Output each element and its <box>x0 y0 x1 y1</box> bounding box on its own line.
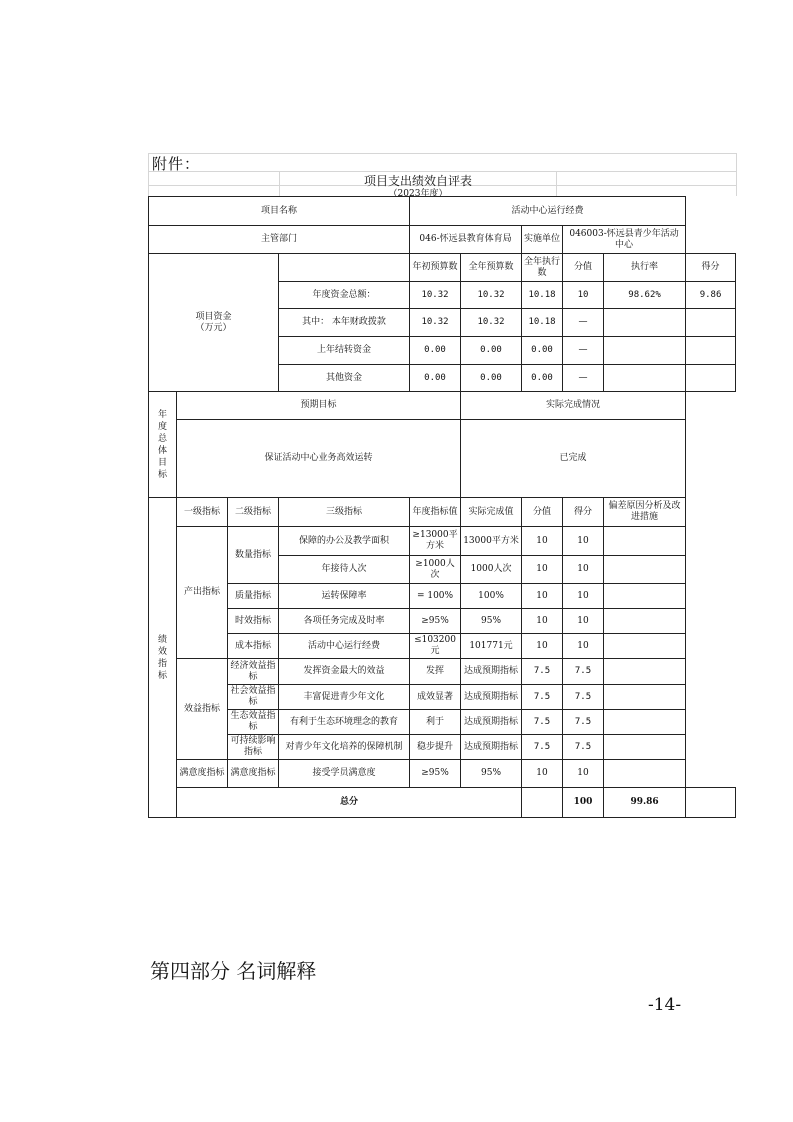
funds-header: 全年预算数 <box>461 254 522 282</box>
indicator-score: 10 <box>563 556 604 584</box>
indicator-target: 利于 <box>410 710 461 735</box>
funds-row-label: 其中： 本年财政拨款 <box>279 309 410 337</box>
level1-satisfaction: 满意度指标 <box>177 760 228 788</box>
funds-score-value: 10 <box>563 282 604 309</box>
indicator-header: 得分 <box>563 498 604 527</box>
indicator-target: ≥1000人次 <box>410 556 461 584</box>
funds-annual: 10.32 <box>461 282 522 309</box>
indicator-note <box>604 710 686 735</box>
level2-ecological: 生态效益指标 <box>228 710 279 735</box>
project-name-value: 活动中心运行经费 <box>410 197 686 226</box>
funds-header: 全年执行数 <box>522 254 563 282</box>
level2-timeliness: 时效指标 <box>228 609 279 634</box>
indicator-actual: 达成预期指标 <box>461 735 522 760</box>
funds-header: 分值 <box>563 254 604 282</box>
total-label: 总分 <box>177 788 522 818</box>
indicator-score-value: 10 <box>522 760 563 788</box>
funds-score <box>686 337 736 365</box>
goals-actual-value: 已完成 <box>461 420 686 498</box>
indicator-actual: 13000平方米 <box>461 527 522 556</box>
funds-row-label: 其他资金 <box>279 365 410 392</box>
indicator-name: 保障的办公及教学面积 <box>279 527 410 556</box>
indicator-score-value: 10 <box>522 584 563 609</box>
indicator-target: 稳步提升 <box>410 735 461 760</box>
table-year: （2023年度） <box>388 189 448 199</box>
indicator-actual: 1000人次 <box>461 556 522 584</box>
indicator-row <box>149 527 736 556</box>
indicator-name: 接受学员满意度 <box>279 760 410 788</box>
indicator-actual: 95% <box>461 609 522 634</box>
funds-annual: 0.00 <box>461 337 522 365</box>
attachment-label: 附件： <box>152 155 201 173</box>
funds-rate <box>604 309 686 337</box>
indicator-note <box>604 584 686 609</box>
total-note <box>686 788 736 818</box>
indicator-score: 10 <box>563 527 604 556</box>
indicator-header: 一级指标 <box>177 498 228 527</box>
total-score-value: 100 <box>563 788 604 818</box>
indicator-name: 年接待人次 <box>279 556 410 584</box>
indicator-name: 各项任务完成及时率 <box>279 609 410 634</box>
indicator-score: 10 <box>563 609 604 634</box>
indicator-target: ≤103200元 <box>410 634 461 659</box>
funds-executed: 10.18 <box>522 309 563 337</box>
funds-annual: 0.00 <box>461 365 522 392</box>
indicator-score-value: 10 <box>522 556 563 584</box>
funds-rate: 98.62% <box>604 282 686 309</box>
funds-rate <box>604 337 686 365</box>
total-score: 99.86 <box>604 788 686 818</box>
indicator-header: 实际完成值 <box>461 498 522 527</box>
level2-cost: 成本指标 <box>228 634 279 659</box>
indicator-row <box>149 634 736 659</box>
funds-score: 9.86 <box>686 282 736 309</box>
total-blank <box>522 788 563 818</box>
total-row <box>149 788 736 818</box>
indicator-score-value: 7.5 <box>522 735 563 760</box>
indicator-header: 偏差原因分析及改进措施 <box>604 498 686 527</box>
goals-actual-header: 实际完成情况 <box>461 392 686 420</box>
indicator-score: 7.5 <box>563 710 604 735</box>
funds-header: 得分 <box>686 254 736 282</box>
indicator-target: ≥95% <box>410 609 461 634</box>
goals-expected-value: 保证活动中心业务高效运转 <box>177 420 461 498</box>
indicator-row <box>149 760 736 788</box>
funds-annual: 10.32 <box>461 309 522 337</box>
impl-label: 实施单位 <box>522 226 563 254</box>
indicator-note <box>604 527 686 556</box>
indicator-note <box>604 735 686 760</box>
funds-score-value: — <box>563 365 604 392</box>
indicator-target: ≥13000平方米 <box>410 527 461 556</box>
indicator-target: = 100% <box>410 584 461 609</box>
indicator-score: 7.5 <box>563 735 604 760</box>
level1-output: 产出指标 <box>177 527 228 659</box>
indicator-name: 运转保障率 <box>279 584 410 609</box>
indicator-target: 发挥 <box>410 659 461 685</box>
indicator-note <box>604 634 686 659</box>
funds-executed: 0.00 <box>522 365 563 392</box>
funds-header: 执行率 <box>604 254 686 282</box>
indicator-header: 年度指标值 <box>410 498 461 527</box>
indicator-actual: 95% <box>461 760 522 788</box>
funds-score <box>686 365 736 392</box>
goals-expected-header: 预期目标 <box>177 392 461 420</box>
indicator-actual: 100% <box>461 584 522 609</box>
funds-executed: 10.18 <box>522 282 563 309</box>
indicator-score-value: 10 <box>522 609 563 634</box>
indicator-actual: 达成预期指标 <box>461 685 522 710</box>
indicators-header-row <box>149 498 736 527</box>
indicator-actual: 达成预期指标 <box>461 659 522 685</box>
indicator-note <box>604 556 686 584</box>
indicator-score-value: 10 <box>522 634 563 659</box>
indicators-label: 绩效指标 <box>149 498 177 818</box>
funds-row-label: 年度资金总额： <box>279 282 410 309</box>
indicator-actual: 101771元 <box>461 634 522 659</box>
indicator-name: 活动中心运行经费 <box>279 634 410 659</box>
header-divider <box>556 171 557 196</box>
funds-score-value: — <box>563 337 604 365</box>
funds-header-row <box>149 254 736 282</box>
project-name-label: 项目名称 <box>149 197 410 226</box>
funds-row-label: 上年结转资金 <box>279 337 410 365</box>
goals-label: 年度总体目标 <box>149 392 177 498</box>
funds-initial: 0.00 <box>410 365 461 392</box>
indicator-header: 三级指标 <box>279 498 410 527</box>
funds-header: 年初预算数 <box>410 254 461 282</box>
level2-satisfaction: 满意度指标 <box>228 760 279 788</box>
dept-row <box>149 226 736 254</box>
dept-value: 046-怀远县教育体育局 <box>410 226 522 254</box>
section-heading: 第四部分 名词解释 <box>150 959 317 983</box>
project-name-row <box>149 197 736 226</box>
indicator-name: 发挥资金最大的效益 <box>279 659 410 685</box>
performance-evaluation-table <box>148 196 736 818</box>
funds-header-blank <box>279 254 410 282</box>
indicator-note <box>604 685 686 710</box>
indicator-name: 丰富促进青少年文化 <box>279 685 410 710</box>
indicator-score-value: 7.5 <box>522 685 563 710</box>
indicator-header: 分值 <box>522 498 563 527</box>
indicator-note <box>604 609 686 634</box>
level2-social: 社会效益指标 <box>228 685 279 710</box>
indicator-score-value: 10 <box>522 527 563 556</box>
level2-sustainable: 可持续影响指标 <box>228 735 279 760</box>
indicator-target: ≥95% <box>410 760 461 788</box>
indicator-score: 7.5 <box>563 685 604 710</box>
indicator-row <box>149 659 736 685</box>
level2-economic: 经济效益指标 <box>228 659 279 685</box>
funds-score <box>686 309 736 337</box>
indicator-row <box>149 685 736 710</box>
indicator-score: 10 <box>563 634 604 659</box>
indicator-score: 7.5 <box>563 659 604 685</box>
funds-executed: 0.00 <box>522 337 563 365</box>
indicator-row <box>149 735 736 760</box>
indicator-name: 有利于生态环境理念的教育 <box>279 710 410 735</box>
dept-label: 主管部门 <box>149 226 410 254</box>
indicator-target: 成效显著 <box>410 685 461 710</box>
goals-header-row <box>149 392 736 420</box>
indicator-row <box>149 609 736 634</box>
indicator-note <box>604 659 686 685</box>
goals-value-row <box>149 420 736 498</box>
impl-value: 046003-怀远县青少年活动中心 <box>563 226 686 254</box>
indicator-actual: 达成预期指标 <box>461 710 522 735</box>
indicator-score: 10 <box>563 584 604 609</box>
indicator-header: 二级指标 <box>228 498 279 527</box>
level2-quality: 质量指标 <box>228 584 279 609</box>
funds-rate <box>604 365 686 392</box>
page-number: -14- <box>648 995 682 1015</box>
table-title: 项目支出绩效自评表 <box>363 174 472 188</box>
indicator-name: 对青少年文化培养的保障机制 <box>279 735 410 760</box>
funds-initial: 0.00 <box>410 337 461 365</box>
funds-label: 项目资金 （万元） <box>149 254 279 392</box>
indicator-score-value: 7.5 <box>522 659 563 685</box>
indicator-score: 10 <box>563 760 604 788</box>
level1-benefit: 效益指标 <box>177 659 228 760</box>
funds-score-value: — <box>563 309 604 337</box>
funds-initial: 10.32 <box>410 282 461 309</box>
level2-quantity: 数量指标 <box>228 527 279 584</box>
indicator-score-value: 7.5 <box>522 710 563 735</box>
indicator-note <box>604 760 686 788</box>
indicator-row <box>149 584 736 609</box>
funds-initial: 10.32 <box>410 309 461 337</box>
indicator-row <box>149 710 736 735</box>
